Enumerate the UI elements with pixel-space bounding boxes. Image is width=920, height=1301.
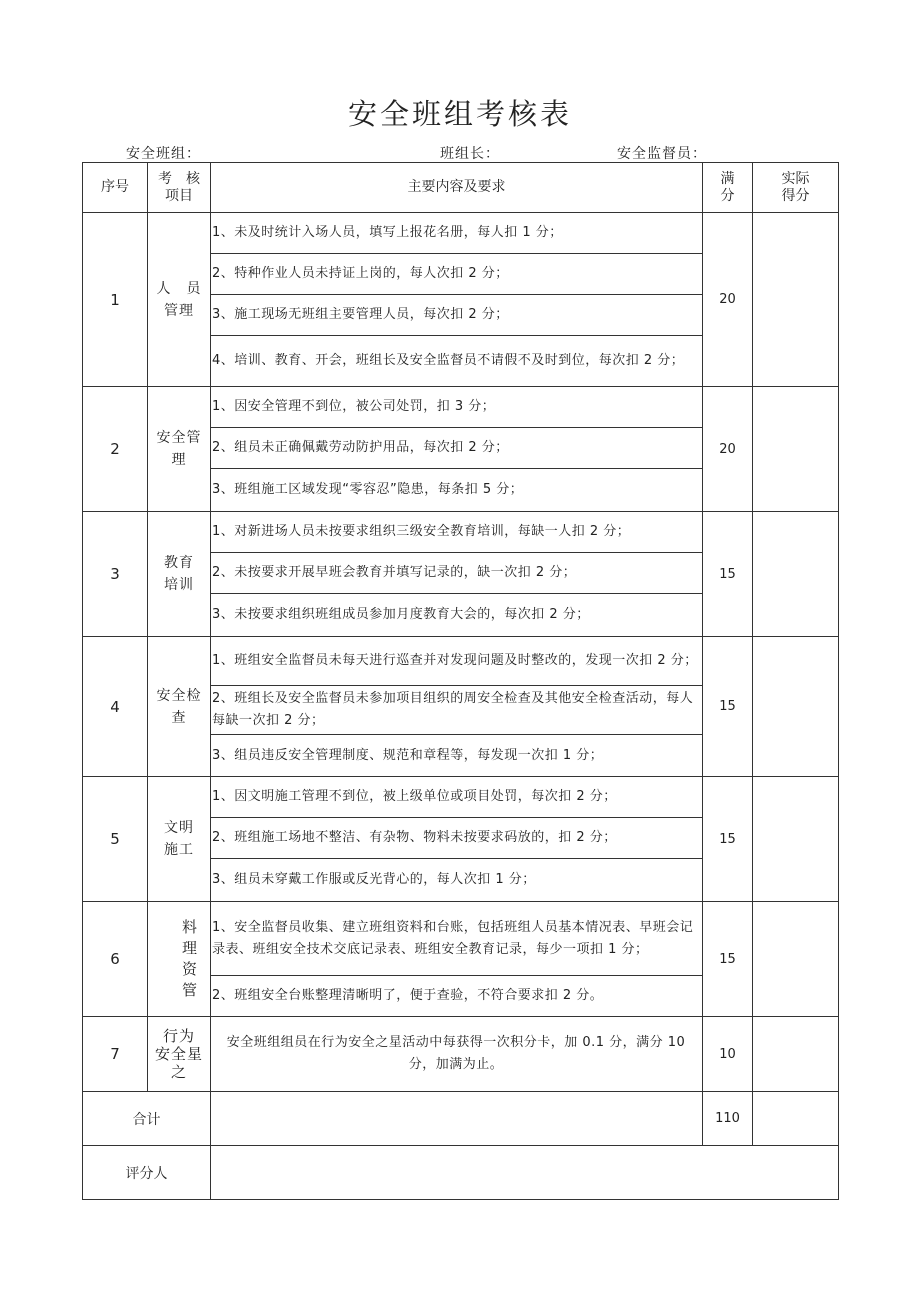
header-content: 主要内容及要求 — [211, 163, 703, 213]
requirement-line: 1、未及时统计入场人员，填写上报花名册，每人扣 1 分； — [211, 213, 702, 254]
row-index: 5 — [83, 777, 148, 902]
total-full-score: 110 — [703, 1092, 753, 1146]
total-actual-score[interactable] — [753, 1092, 839, 1146]
requirement-line: 2、组员未正确佩戴劳动防护用品，每次扣 2 分； — [211, 428, 702, 469]
row-item — [148, 387, 211, 512]
row-requirements — [211, 777, 703, 902]
row-item — [148, 637, 211, 777]
row-item — [148, 777, 211, 902]
row-index: 1 — [83, 213, 148, 387]
row-item — [148, 213, 211, 387]
row-index: 4 — [83, 637, 148, 777]
row-actual-score[interactable] — [753, 777, 839, 902]
row-actual-score[interactable] — [753, 637, 839, 777]
row-item-line3: 之 — [170, 1063, 187, 1081]
row-requirements — [211, 512, 703, 637]
row-index: 2 — [83, 387, 148, 512]
requirement-line: 1、班组安全监督员未每天进行巡查并对发现问题及时整改的，发现一次扣 2 分； — [211, 637, 702, 686]
table-row — [83, 213, 839, 387]
row-item-line2: 理 — [171, 452, 187, 468]
row-item-line2: 安全星 — [154, 1045, 203, 1063]
requirement-line: 2、班组施工场地不整洁、有杂物、物料未按要求码放的，扣 2 分； — [211, 818, 702, 859]
row-full-score: 10 — [703, 1017, 753, 1092]
requirement-line: 4、培训、教育、开会，班组长及安全监督员不请假不及时到位，每次扣 2 分； — [212, 353, 685, 368]
header-actual-line1: 实际 — [781, 170, 810, 187]
assessment-table — [82, 162, 839, 1200]
requirement-line: 3、未按要求组织班组成员参加月度教育大会的，每次扣 2 分； — [212, 607, 590, 622]
scorer-row — [83, 1146, 839, 1200]
requirement-line: 2、未按要求开展早班会教育并填写记录的，缺一次扣 2 分； — [211, 553, 702, 594]
requirement-line: 1、安全监督员收集、建立班组资料和台账，包括班组人员基本情况表、早班会记录表、班组安全技术交底记录表、班组安全教育记录，每少一项扣 1 分； — [211, 902, 702, 976]
row-requirements — [211, 213, 703, 387]
row-item-line2: 查 — [171, 709, 187, 726]
header-item-line1: 考 核 — [158, 170, 200, 187]
row-requirements — [211, 1017, 703, 1092]
row-item-line1: 安全管 — [156, 430, 202, 446]
supervisor-label: 安全监督员： — [617, 146, 707, 162]
leader-label: 班组长： — [440, 146, 500, 162]
scorer-label: 评分人 — [83, 1146, 211, 1200]
row-full-score: 15 — [703, 512, 753, 637]
row-item-vertical: 料理资管 — [181, 917, 198, 999]
header-actual-score — [753, 163, 839, 213]
row-actual-score[interactable] — [753, 213, 839, 387]
row-index: 6 — [83, 902, 148, 1017]
row-item — [148, 512, 211, 637]
row-item-line1: 安全检 — [156, 687, 202, 704]
requirement-line: 3、组员违反安全管理制度、规范和章程等，每发现一次扣 1 分； — [212, 747, 604, 763]
table-header-row — [83, 163, 839, 213]
row-requirements — [211, 902, 703, 1017]
page-title: 安全班组考核表 — [347, 97, 572, 131]
table-row — [83, 777, 839, 902]
scorer-value[interactable] — [211, 1146, 839, 1200]
table-row — [83, 637, 839, 777]
header-item-line2: 项目 — [165, 187, 193, 204]
row-full-score: 15 — [703, 777, 753, 902]
row-index: 7 — [83, 1017, 148, 1092]
requirement-line: 2、班组安全台账整理清晰明了，便于查验，不符合要求扣 2 分。 — [212, 988, 604, 1003]
row-item-line2: 管理 — [164, 302, 194, 319]
header-index: 序号 — [83, 163, 148, 213]
row-full-score: 20 — [703, 213, 753, 387]
row-requirements — [211, 387, 703, 512]
row-requirements — [211, 637, 703, 777]
header-actual-line2: 得分 — [781, 187, 810, 204]
header-full-score — [703, 163, 753, 213]
requirement-line: 3、组员未穿戴工作服或反光背心的，每人次扣 1 分； — [212, 872, 536, 887]
requirement-line: 2、班组长及安全监督员未参加项目组织的周安全检查及其他安全检查活动，每人每缺一次扣 2 分； — [211, 686, 702, 735]
row-item-line1: 教育 — [164, 555, 194, 571]
table-row — [83, 902, 839, 1017]
total-content — [211, 1092, 703, 1146]
requirement-line: 2、特种作业人员未持证上岗的，每人次扣 2 分； — [211, 254, 702, 295]
row-item-line1: 人 员 — [156, 280, 202, 297]
row-item-line2: 培训 — [164, 577, 194, 593]
table-row — [83, 1017, 839, 1092]
requirement-line: 1、因安全管理不到位，被公司处罚，扣 3 分； — [211, 387, 702, 428]
row-actual-score[interactable] — [753, 387, 839, 512]
header-full-line2: 分 — [720, 187, 735, 204]
row-item — [148, 1017, 211, 1092]
row-item-line1: 文明 — [164, 820, 194, 836]
total-row — [83, 1092, 839, 1146]
requirement-line: 1、因文明施工管理不到位，被上级单位或项目处罚，每次扣 2 分； — [211, 777, 702, 818]
requirement-line: 3、班组施工区域发现“零容忍”隐患，每条扣 5 分； — [212, 482, 524, 497]
row-actual-score[interactable] — [753, 1017, 839, 1092]
total-label: 合计 — [83, 1092, 211, 1146]
row-item-line1: 行为 — [162, 1027, 195, 1045]
requirement-line: 3、施工现场无班组主要管理人员，每次扣 2 分； — [211, 295, 702, 336]
header-full-line1: 满 — [720, 170, 735, 187]
table-row — [83, 387, 839, 512]
header-item — [148, 163, 211, 213]
row-index: 3 — [83, 512, 148, 637]
requirement-line: 安全班组组员在行为安全之星活动中每获得一次积分卡，加 0.1 分，满分 10 分，加满为止。 — [226, 1035, 686, 1072]
row-full-score: 15 — [703, 902, 753, 1017]
row-item — [148, 902, 211, 1017]
row-actual-score[interactable] — [753, 902, 839, 1017]
row-item-line2: 施工 — [164, 842, 194, 858]
row-full-score: 15 — [703, 637, 753, 777]
row-actual-score[interactable] — [753, 512, 839, 637]
table-row — [83, 512, 839, 637]
team-label: 安全班组： — [126, 146, 201, 162]
row-full-score: 20 — [703, 387, 753, 512]
requirement-line: 1、对新进场人员未按要求组织三级安全教育培训，每缺一人扣 2 分； — [211, 512, 702, 553]
